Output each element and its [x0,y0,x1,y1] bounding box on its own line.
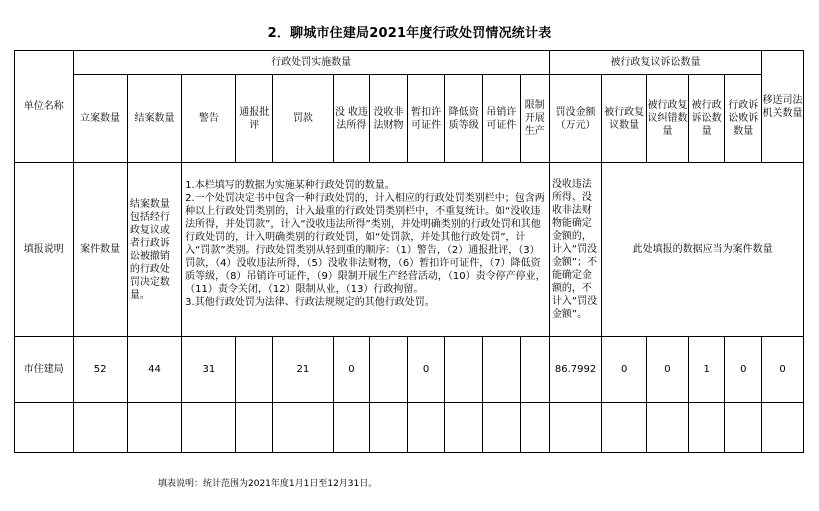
review-group-header: 被行政复议诉讼数量 [549,51,761,75]
empty-cell [549,403,601,453]
empty-cell [333,403,370,453]
empty-cell [725,403,762,453]
col-header-review: 被行政复议数量 [602,75,647,163]
empty-cell [273,403,334,453]
fill-instructions-label: 填报说明 [15,163,74,337]
empty-cell [483,403,521,453]
col-header-notice: 通报批评 [236,75,273,163]
col-header-confiscate-income: 没 收违法所得 [333,75,370,163]
col-header-confiscate-property: 没收非法财物 [370,75,408,163]
col-header-litigation: 被行政诉讼数量 [688,75,725,163]
fine-cell: 21 [273,337,334,403]
empty-cell [236,403,273,453]
empty-cell [520,403,549,453]
revoke-license-cell [483,337,521,403]
suspend-license-cell: 0 [407,337,445,403]
col-header-revoke-license: 吊销许可证件 [483,75,521,163]
litigation-cell: 1 [688,337,725,403]
penalty-notes [182,163,550,337]
col-header-amount: 罚没金额（万元） [549,75,601,163]
empty-cell [73,403,127,453]
review-corrected-cell: 0 [647,337,689,403]
lower-qualification-cell [445,337,483,403]
case-count-label: 案件数量 [73,163,127,337]
penalty-note-2: 2.一个处罚决定书中包含一种行政处罚的，计入相应的行政处罚类别栏中；包含两种以上行政处罚类别的，计入最重的行政处罚类别栏中，不重复统计。如“没收违法所得，并处罚款”，计入“没收违法所得”类别，并处明确类别的行政处罚和其他行政处罚的，计入明确类别的行政处罚，如“处罚款，并处其他行政处罚”，计入“罚款”类别。行政处罚类别从轻到重的顺序：（1）警告，（2）通报批评，（3）罚款，（4）没收违法所得，（5）没收非法财物，（6）暂扣许可证件，（7）降低资质等级，（8）吊销许可证件，（9）限制开展生产经营活动，（10）责令停产停业，（11）责令关闭，（12）限制从业，（13）行政拘留。 [185,193,546,295]
empty-cell [127,403,181,453]
col-header-closed: 结案数量 [127,75,181,163]
col-header-lower-qualification: 降低资质等级 [445,75,483,163]
col-header-warning: 警告 [182,75,236,163]
penalty-group-header: 行政处罚实施数量 [73,51,549,75]
warning-cell: 31 [182,337,236,403]
col-header-fine: 罚款 [273,75,334,163]
empty-cell [647,403,689,453]
notice-cell [236,337,273,403]
empty-cell [602,403,647,453]
penalty-note-3: 3.其他行政处罚为法律、行政法规规定的其他行政处罚。 [185,297,435,308]
confiscate-income-cell: 0 [333,337,370,403]
penalty-note-1: 1.本栏填写的数据为实施某种行政处罚的数量。 [185,180,395,191]
amount-cell: 86.7992 [549,337,601,403]
col-header-litigation-lost: 行政诉讼败诉数量 [725,75,762,163]
col-header-filed: 立案数量 [73,75,127,163]
closed-cell: 44 [127,337,181,403]
restrict-production-cell [520,337,549,403]
closed-count-note: 结案数量包括经行政复议或者行政诉讼被撤销的行政处罚决定数量。 [127,163,181,337]
litigation-lost-cell: 0 [725,337,762,403]
unit-name-cell: 市住建局 [15,337,74,403]
col-header-restrict-production: 限制开展生产 [520,75,549,163]
review-note: 此处填报的数据应当为案件数量 [602,163,804,337]
empty-cell [688,403,725,453]
page-title: 2．聊城市住建局2021年度行政处罚情况统计表 [267,26,552,41]
empty-cell [15,403,74,453]
empty-cell [407,403,445,453]
statistics-table [14,50,804,453]
footnote: 填表说明：统计范围为2021年度1月1日至12月31日。 [158,479,378,489]
empty-cell [762,403,804,453]
col-header-review-corrected: 被行政复议纠错数量 [647,75,689,163]
confiscate-property-cell [370,337,408,403]
filed-cell: 52 [73,337,127,403]
transfer-cell: 0 [762,337,804,403]
empty-cell [445,403,483,453]
transfer-header: 移送司法机关数量 [762,51,804,163]
empty-cell [182,403,236,453]
unit-name-header: 单位名称 [15,51,74,163]
col-header-suspend-license: 暂扣许可证件 [407,75,445,163]
amount-note: 没收违法所得、没收非法财物能确定金额的，计入“罚没金额”；不能确定金额的，不计入“罚没金额”。 [549,163,601,337]
empty-cell [370,403,408,453]
review-cell: 0 [602,337,647,403]
